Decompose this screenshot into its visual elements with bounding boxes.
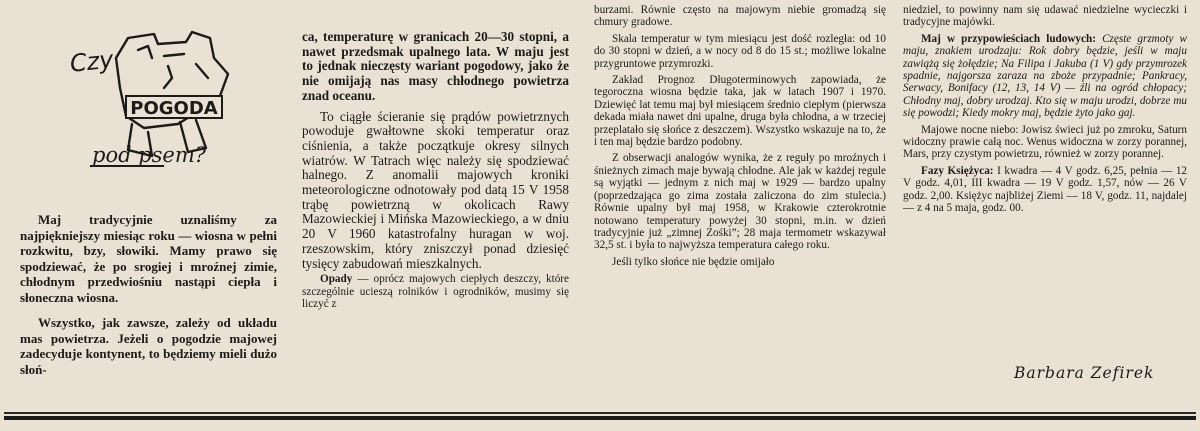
czy-pogoda-logo: [68, 28, 234, 168]
article-column-2: [302, 30, 569, 310]
col3-paragraph-4: Z obserwacji analogów wynika, że z reguły po mroźnych i śnieżnych zimach maje bywają chłodne. Ale jak w każdej regule są wyjątki — jednym z nich maj w 1929 — bardzo upalny (poprzedzająca go zima została zaliczona do zim stulecia.) Równie upalny był maj 1958, w Krakowie czterokrotnie notowano temperatury powyżej 30 stopni, m.in. w dzień tradycyjnie już „zimnej Zośki”; 28 maja termometr wskazywał 32,5 st. i była to najwyższa temperatura całego roku.: [594, 152, 886, 252]
col3-paragraph-1: burzami. Równie często na majowym niebie gromadzą się chmury gradowe.: [594, 4, 886, 29]
article-column-3: [594, 4, 886, 268]
col1-paragraph-1: Maj tradycyjnie uznaliśmy za najpiękniejszy miesiąc roku — wiosna w pełni rozkwitu, bzy, słowiki. Mamy prawo się spodziewać, że po srogiej i mroźnej zimie, chłodnym przedwiośniu nastąpi ciepła i słoneczna wiosna.: [20, 212, 277, 305]
col4-paragraph-4: [903, 165, 1187, 215]
col4-paragraph-3: Majowe nocne niebo: Jowisz świeci już po zmroku, Saturn widoczny prawie całą noc. Wenus widoczna w zorzy porannej, Mars, przy czystym powietrzu, również w zorzy porannej.: [903, 123, 1187, 161]
moon-phases-heading: Fazy Księżyca:: [921, 164, 994, 177]
col3-paragraph-2: Skala temperatur w tym miesiącu jest dość rozległa: od 10 do 30 stopni w dzień, a w nocy od 8 do 15 st.; możliwe lokalne przygruntowe przymrozki.: [594, 32, 886, 70]
opady-text: — oprócz majowych ciepłych deszczy, które szczególnie ucieszą rolników i ogrodników, musimy się liczyć z: [302, 273, 569, 311]
moon-phases-text: I kwadra — 4 V godz. 6,25, pełnia — 12 V godz. 4,01, III kwadra — 19 V godz. 1,57, nów — 26 V godz. 2,00. Księżyc najbliżej Ziemi — 18 V, godz. 11, najdalej — z 4 na 5 maja, godz. 00.: [903, 164, 1188, 215]
col2-paragraph-2: To ciągłe ścieranie się prądów powietrznych powoduje gwałtowne skoki temperatur oraz ciśnienia, a także początkuje okresy silnych wiatrów. W Tatrach więc należy się spodziewać halnego. Z anomalii majowych kroniki meteorologiczne odnotowały pod datą 15 V 1958 trąbę powietrzną w okolicach Rawy Mazowieckiej i Mińska Mazowieckiego, a w dniu 20 V 1960 katastrofalny huragan w woj. rzeszowskim, który zniszczył ponad dziesięć tysięcy zabudowań mieszkalnych.: [302, 108, 569, 271]
bottom-rule-thin: [4, 412, 1196, 414]
col4-paragraph-2: [903, 33, 1187, 120]
col2-paragraph-3: [302, 273, 569, 310]
col3-paragraph-3: Zakład Prognoz Długoterminowych zapowiada, że tegoroczna wiosna będzie taka, jak w latach 1907 i 1970. Dziewięć lat temu maj był miesiącem średnio ciepłym (pierwsza dekada miała nawet dni upalne, druga była chłodna, a w trzeciej przeplatało się słońce z deszczem). Wszystko wskazuje na to, że i ten maj będzie bardzo podobny.: [594, 74, 886, 149]
article-column-4: [903, 4, 1187, 215]
col4-paragraph-1: niedziel, to powinny nam się udawać niedzielne wycieczki i tradycyjne majówki.: [903, 4, 1187, 29]
logo-word-pogoda: POGODA: [130, 98, 218, 119]
logo-word-pod-psem: pod psem?: [92, 143, 207, 167]
article-column-1: [20, 212, 277, 377]
opady-lead: Opady: [320, 273, 353, 286]
author-signature: Barbara Zefirek: [1014, 364, 1155, 382]
logo-word-czy: Czy: [68, 45, 115, 78]
col1-paragraph-2: Wszystko, jak zawsze, zależy od układu mas powietrza. Jeżeli o pogodzie majowej zadecyduje kontynent, to będziemy mieli dużo słoń-: [20, 315, 277, 377]
proverbs-heading: Maj w przypowieściach ludowych:: [921, 32, 1096, 45]
dog-head-drawing: [116, 32, 228, 156]
bottom-rule-thick: [4, 416, 1196, 420]
col3-paragraph-5: Jeśli tylko słońce nie będzie omijało: [612, 255, 775, 268]
col2-paragraph-1: ca, temperaturę w granicach 20—30 stopni, a nawet przedsmak upalnego lata. W maju jest to jednak nieczęsty wariant pogodowy, jako że nie omijają nas masy chłodnego powietrza znad oceanu.: [302, 29, 569, 103]
proverbs-text: Częste grzmoty w maju, znakiem urodzaju: Rok dobry będzie, jeśli w maju zawiążą się żołędzie; Na Filipa i Jakuba (1 V) gdy przymrozek spadnie, najgorsza zaraza na zboże przypadnie; Pankracy, Serwacy, Bonifacy (12, 13, 14 V) — źli na ogród chłopacy; Chłodny maj, dobry urodzaj. Kto się w maju urodzi, dobrze mu się powodzi; Kiedy mokry maj, będzie żyto jako gaj.: [903, 32, 1187, 120]
